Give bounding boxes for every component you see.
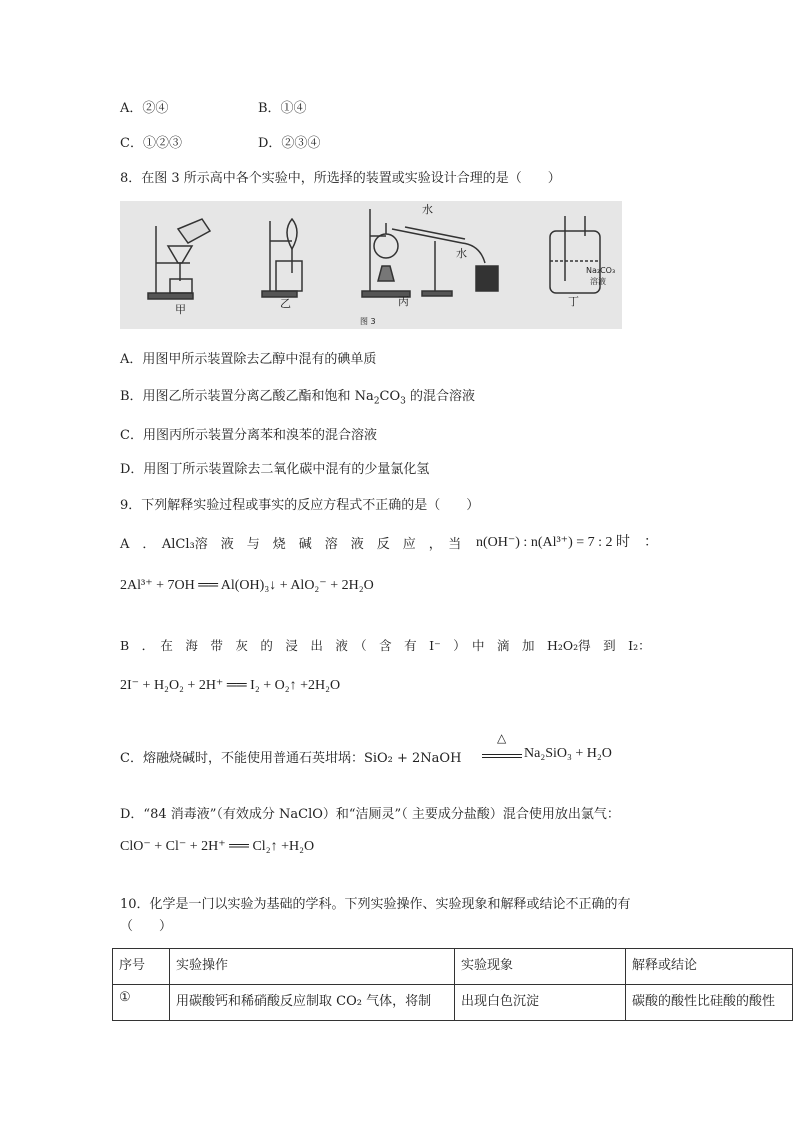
q7-option-c: C．①②③ [120, 136, 182, 151]
q7-option-b: B．①④ [258, 101, 307, 116]
table-row [113, 985, 793, 1021]
header-index: 序号 [113, 949, 170, 985]
figure-caption: 图 3 [360, 317, 376, 326]
q9-option-a-equation: 2Al³⁺ + 7OH ══ Al(OH)₃↓ + AlO₂⁻ + 2H₂O [120, 578, 374, 593]
q8-option-c: C．用图丙所示装置分离苯和溴苯的混合溶液 [120, 428, 377, 443]
q8-option-a: A．用图甲所示装置除去乙醇中混有的碘单质 [120, 352, 377, 367]
label-water-top: 水 [422, 203, 433, 216]
row1-conclusion: 碳酸的酸性比硅酸的酸性 [626, 985, 793, 1021]
q9-option-c-text: C．熔融烧碱时，不能使用普通石英坩埚：SiO₂ + 2NaOH [120, 751, 462, 766]
label-water-bottom: 水 [456, 247, 467, 260]
row1-operation: 用碳酸钙和稀硝酸反应制取 CO₂ 气体，将制 [170, 985, 455, 1021]
q9-option-b-equation: 2I⁻ + H₂O₂ + 2H⁺ ══ I₂ + O₂↑ +2H₂O [120, 678, 341, 693]
header-conclusion: 解释或结论 [626, 949, 793, 985]
q10-stem: 10．化学是一门以实验为基础的学科。下列实验操作、实验现象和解释或结论不正确的有 [120, 897, 631, 912]
q10-paren: （ ） [120, 919, 173, 934]
q9-option-b-text: B ． 在 海 带 灰 的 浸 出 液 （ 含 有 I⁻ ） 中 滴 加 H₂O₂得 到 I₂： [120, 638, 651, 653]
q8-option-b: B．用图乙所示装置分离乙酸乙酯和饱和 $Na_2CO_3$ 的混合溶液 [120, 389, 476, 407]
q9-option-d-equation: ClO⁻ + Cl⁻ + 2H⁺ ══ Cl₂↑ +H₂O [120, 839, 315, 854]
label-solution: 溶液 [590, 277, 606, 286]
header-phenomenon: 实验现象 [455, 949, 626, 985]
label-bing: 丙 [398, 295, 409, 308]
q9-option-c-products: Na₂SiO₃ + H₂O [524, 746, 612, 761]
experiment-table [112, 948, 793, 1021]
q8-stem: 8．在图 3 所示高中各个实验中，所选择的装置或实验设计合理的是（ ） [120, 171, 561, 186]
label-yi: 乙 [280, 297, 291, 310]
table-header-row [113, 949, 793, 985]
header-operation: 实验操作 [170, 949, 455, 985]
q9-stem: 9．下列解释实验过程或事实的反应方程式不正确的是（ ） [120, 498, 480, 513]
apparatus-drawing [120, 201, 622, 329]
q7-option-a: A．②④ [120, 101, 169, 116]
label-ding: 丁 [568, 295, 579, 308]
q7-option-d: D．②③④ [258, 136, 321, 151]
row1-index: ① [113, 985, 170, 1021]
reaction-arrow [482, 754, 522, 758]
q9-option-a-text: A ． AlCl₃溶 液 与 烧 碱 溶 液 反 应 ， 当 [120, 537, 462, 552]
apparatus-figure [120, 201, 622, 329]
label-jia: 甲 [175, 303, 186, 316]
q9-option-a-ratio: n(OH⁻) : n(Al³⁺) = 7 : 2 时 ： [476, 535, 659, 550]
q9-option-d-text: D．“84 消毒液”（有效成分 NaClO）和“洁厕灵”（ 主要成分盐酸）混合使用放出氯气： [120, 807, 620, 822]
q8-option-d: D．用图丁所示装置除去二氧化碳中混有的少量氯化氢 [120, 462, 430, 477]
row1-phenomenon: 出现白色沉淀 [455, 985, 626, 1021]
label-na2co3: Na₂CO₃ [586, 266, 616, 275]
heat-condition: △ [497, 731, 507, 745]
